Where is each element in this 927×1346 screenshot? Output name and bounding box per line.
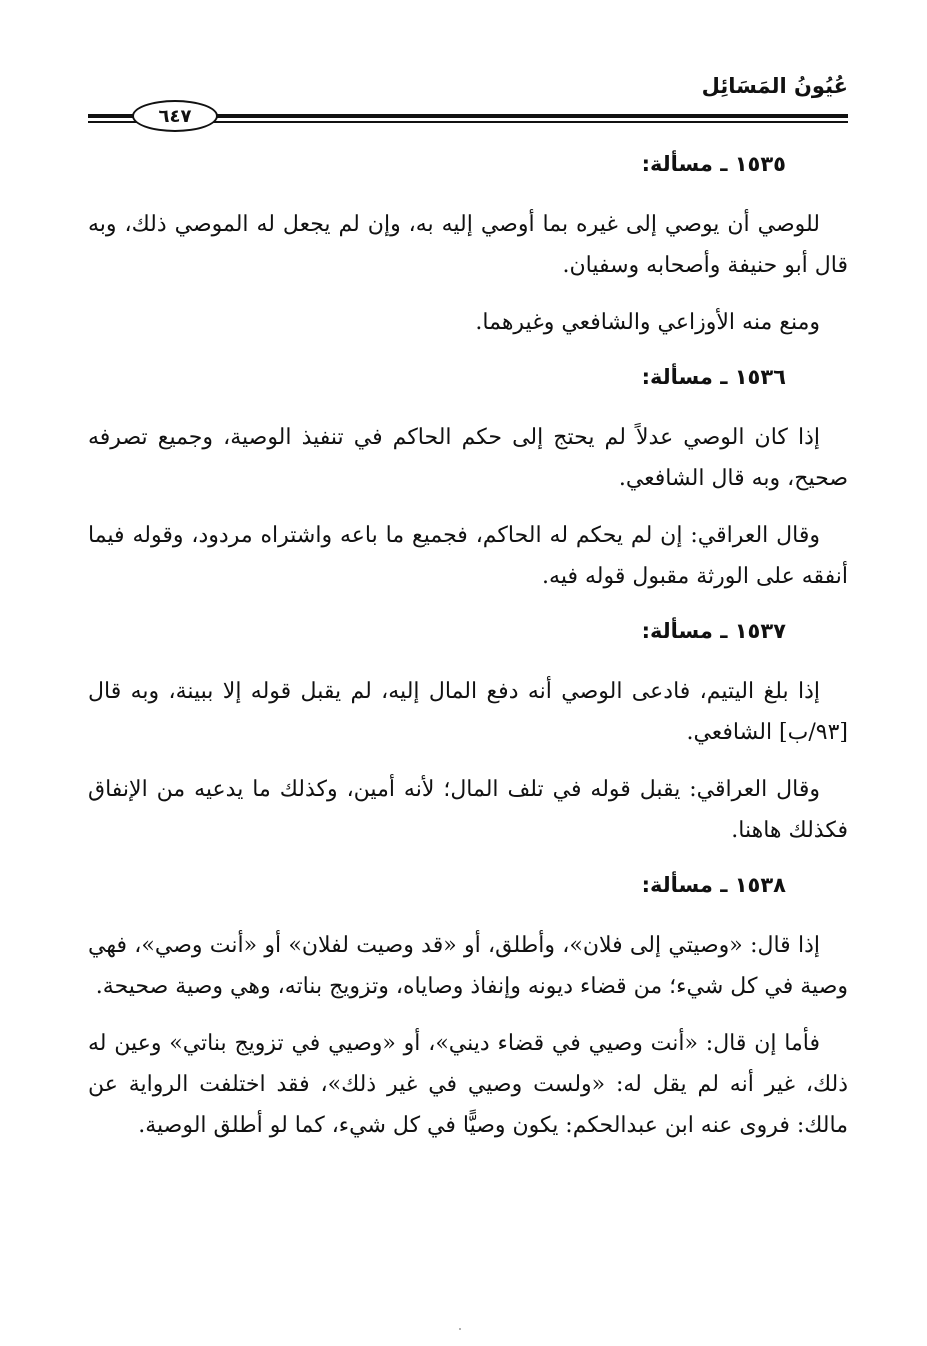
paragraph: للوصي أن يوصي إلى غيره بما أوصي إليه به، وإن لم يجعل له الموصي ذلك، وبه قال أبو حنيفة وأصحابه وسفيان. — [88, 212, 848, 278]
issue-1538 — [88, 867, 848, 1146]
paragraph: إذا قال: «وصيتي إلى فلان»، وأطلق، أو «قد وصيت لفلان» أو «أنت وصي»، فهي وصية في كل شيء؛ من قضاء ديونه وإنفاذ وصاياه، وتزويج بناته، وهي وصية صحيحة. — [88, 933, 848, 999]
paragraph: ومنع منه الأوزاعي والشافعي وغيرهما. — [475, 310, 820, 335]
paragraph: وقال العراقي: يقبل قوله في تلف المال؛ لأنه أمين، وكذلك ما يدعيه من الإنفاق فكذلك هاهنا. — [88, 777, 848, 843]
issue-1535 — [88, 146, 848, 343]
issue-heading: ١٥٣٦ ـ مسألة: — [641, 365, 786, 389]
page-number: ٦٤٧ — [158, 105, 192, 127]
paragraph: فأما إن قال: «أنت وصيي في قضاء ديني»، أو «وصيي في تزويج بناتي» وعين له ذلك، غير أنه لم يقل له: «ولست وصيي في غير ذلك»، فقد اختلفت الرواية عن مالك: فروى عنه ابن عبدالحكم: يكون وصيًّا في كل شيء، كما لو أطلق الوصية. — [88, 1031, 848, 1138]
scan-speck — [459, 1328, 461, 1330]
paragraph: إذا بلغ اليتيم، فادعى الوصي أنه دفع المال إليه، لم يقبل قوله إلا ببينة، وبه قال [٩٣/ب] الشافعي. — [88, 679, 848, 745]
issue-1536 — [88, 359, 848, 597]
page-header — [88, 70, 848, 130]
book-title: عُيُونُ المَسَائِل — [701, 74, 848, 98]
issue-heading: ١٥٣٧ ـ مسألة: — [641, 619, 786, 643]
issue-heading: ١٥٣٥ ـ مسألة: — [641, 152, 786, 176]
issue-heading: ١٥٣٨ ـ مسألة: — [641, 873, 786, 897]
paragraph: وقال العراقي: إن لم يحكم له الحاكم، فجميع ما باعه واشتراه مردود، وقوله فيما أنفقه على الورثة مقبول قوله فيه. — [88, 523, 848, 589]
issue-1537 — [88, 613, 848, 851]
page-number-badge — [132, 100, 218, 132]
page-body — [88, 138, 848, 1162]
paragraph: إذا كان الوصي عدلاً لم يحتج إلى حكم الحاكم في تنفيذ الوصية، وجميع تصرفه صحيح، وبه قال الشافعي. — [88, 425, 848, 491]
